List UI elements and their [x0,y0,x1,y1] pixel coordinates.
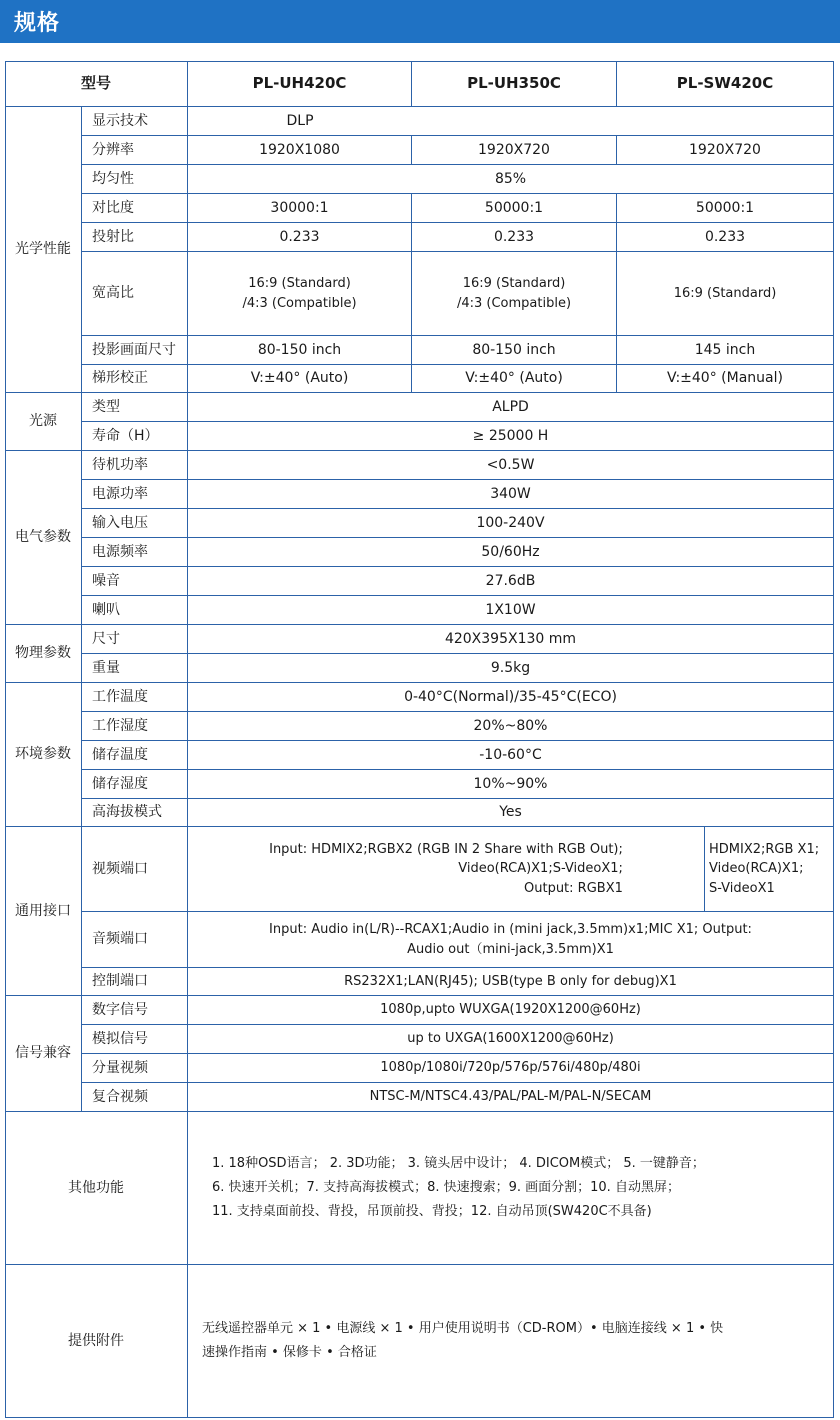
label-environment: 工作湿度 [82,712,188,741]
video-port-line: Output: RGBX1 [524,880,623,896]
accessory-line: 速操作指南 • 保修卡 • 合格证 [202,1345,377,1360]
header-model-label: 型号 [5,61,188,107]
label-signal: 模拟信号 [82,1025,188,1054]
label-display-tech: 显示技术 [82,107,188,136]
feature-line: 11. 支持桌面前投、背投，吊顶前投、背投；12. 自动吊顶(SW420C不具备) [212,1204,652,1220]
value-physical: 420X395X130 mm [188,625,834,654]
label-electrical: 电源频率 [82,538,188,567]
header-model-1: PL-UH420C [188,61,412,107]
label-audio-port: 音频端口 [82,912,188,968]
audio-port-line: Input: Audio in(L/R)--RCAX1;Audio in (mini jack,3.5mm)x1;MIC X1; Output: [269,922,752,937]
value-electrical: 27.6dB [188,567,834,596]
header-model-2: PL-UH350C [412,61,617,107]
label-control-port: 控制端口 [82,968,188,996]
value-display-tech: DLP [188,107,412,136]
value-signal: 1080p,upto WUXGA(1920X1200@60Hz) [188,996,834,1025]
value-other-features [188,1112,834,1265]
label-environment: 储存温度 [82,741,188,770]
label-aspect-ratio: 宽高比 [82,252,188,336]
accessory-line: 无线遥控器单元 × 1 • 电源线 × 1 • 用户使用说明书（CD-ROM）• 电脑连接线 × 1 • 快 [202,1320,724,1336]
video-port-line: Input: HDMIX2;RGBX2 (RGB IN 2 Share with RGB Out); [269,841,623,857]
group-interfaces: 通用接口 [5,827,82,996]
value-accessories [188,1265,834,1418]
value-aspect-ratio-2 [412,252,617,336]
value-environment: Yes [188,799,834,827]
label-electrical: 喇叭 [82,596,188,625]
label-electrical: 噪音 [82,567,188,596]
label-signal: 分量视频 [82,1054,188,1083]
value-screen-size-3: 145 inch [617,336,834,365]
label-uniformity: 均匀性 [82,165,188,194]
value-electrical: 340W [188,480,834,509]
label-environment: 工作温度 [82,683,188,712]
label-environment: 高海拔模式 [82,799,188,827]
feature-line: 1. 18种OSD语言； 2. 3D功能； 3. 镜头居中设计； 4. DICOM模式； 5. 一键静音； [212,1155,705,1171]
value-lamp-life: ≥ 25000 H [188,422,834,451]
aspect-line: 16:9 (Standard) [248,276,351,291]
label-accessories: 提供附件 [5,1265,188,1418]
group-electrical: 电气参数 [5,451,82,625]
section-title: 规格 [14,11,61,36]
video-port-alt-line: S-VideoX1 [709,880,775,896]
value-throw-ratio-1: 0.233 [188,223,412,252]
header-model-3: PL-SW420C [617,61,834,107]
value-environment: 0-40°C(Normal)/35-45°C(ECO) [188,683,834,712]
value-keystone-1: V:±40° (Auto) [188,365,412,393]
group-physical: 物理参数 [5,625,82,683]
value-audio-port [188,912,834,968]
value-environment: 20%~80% [188,712,834,741]
value-uniformity: 85% [188,165,834,194]
value-contrast-1: 30000:1 [188,194,412,223]
aspect-line: /4:3 (Compatible) [456,295,572,311]
value-light-type: ALPD [188,393,834,422]
video-port-alt-line: Video(RCA)X1; [709,861,804,877]
label-physical: 尺寸 [82,625,188,654]
value-electrical: 100-240V [188,509,834,538]
label-signal: 复合视频 [82,1083,188,1112]
label-throw-ratio: 投射比 [82,223,188,252]
group-signal: 信号兼容 [5,996,82,1112]
value-electrical: 50/60Hz [188,538,834,567]
label-signal: 数字信号 [82,996,188,1025]
video-port-alt-line: HDMIX2;RGB X1; [709,841,820,857]
value-contrast-3: 50000:1 [617,194,834,223]
value-signal: 1080p/1080i/720p/576p/576i/480p/480i [188,1054,834,1083]
value-throw-ratio-3: 0.233 [617,223,834,252]
label-electrical: 输入电压 [82,509,188,538]
value-keystone-3: V:±40° (Manual) [617,365,834,393]
label-resolution: 分辨率 [82,136,188,165]
section-title-bar [0,0,840,43]
group-optical: 光学性能 [5,107,82,393]
value-resolution-3: 1920X720 [617,136,834,165]
value-resolution-2: 1920X720 [412,136,617,165]
label-contrast: 对比度 [82,194,188,223]
value-video-port [188,827,705,912]
video-port-line: Video(RCA)X1;S-VideoX1; [458,861,623,877]
label-video-port: 视频端口 [82,827,188,912]
value-physical: 9.5kg [188,654,834,683]
label-light-type: 类型 [82,393,188,422]
value-aspect-ratio-3: 16:9 (Standard) [617,252,834,336]
value-screen-size-2: 80-150 inch [412,336,617,365]
label-other-features: 其他功能 [5,1112,188,1265]
label-lamp-life: 寿命（H） [82,422,188,451]
value-keystone-2: V:±40° (Auto) [412,365,617,393]
value-video-port-sw420c [705,827,834,912]
value-contrast-2: 50000:1 [412,194,617,223]
aspect-line: 16:9 (Standard) [462,276,566,291]
feature-line: 6. 快速开关机；7. 支持高海拔模式；8. 快速搜索；9. 画面分割；10. 自动黑屏； [212,1179,680,1195]
value-signal: up to UXGA(1600X1200@60Hz) [188,1025,834,1054]
value-display-tech-blank [412,107,834,136]
value-resolution-1: 1920X1080 [188,136,412,165]
value-screen-size-1: 80-150 inch [188,336,412,365]
value-environment: 10%~90% [188,770,834,799]
value-aspect-ratio-1 [188,252,412,336]
label-electrical: 电源功率 [82,480,188,509]
value-environment: -10-60°C [188,741,834,770]
label-electrical: 待机功率 [82,451,188,480]
value-control-port: RS232X1;LAN(RJ45); USB(type B only for debug)X1 [188,968,834,996]
value-throw-ratio-2: 0.233 [412,223,617,252]
label-keystone: 梯形校正 [82,365,188,393]
label-environment: 储存湿度 [82,770,188,799]
label-physical: 重量 [82,654,188,683]
value-signal: NTSC-M/NTSC4.43/PAL/PAL-M/PAL-N/SECAM [188,1083,834,1112]
group-light-source: 光源 [5,393,82,451]
value-electrical: <0.5W [188,451,834,480]
audio-port-line: Audio out（mini-jack,3.5mm)X1 [407,941,614,957]
aspect-line: /4:3 (Compatible) [242,295,357,311]
group-environment: 环境参数 [5,683,82,827]
value-electrical: 1X10W [188,596,834,625]
label-screen-size: 投影画面尺寸 [82,336,188,365]
